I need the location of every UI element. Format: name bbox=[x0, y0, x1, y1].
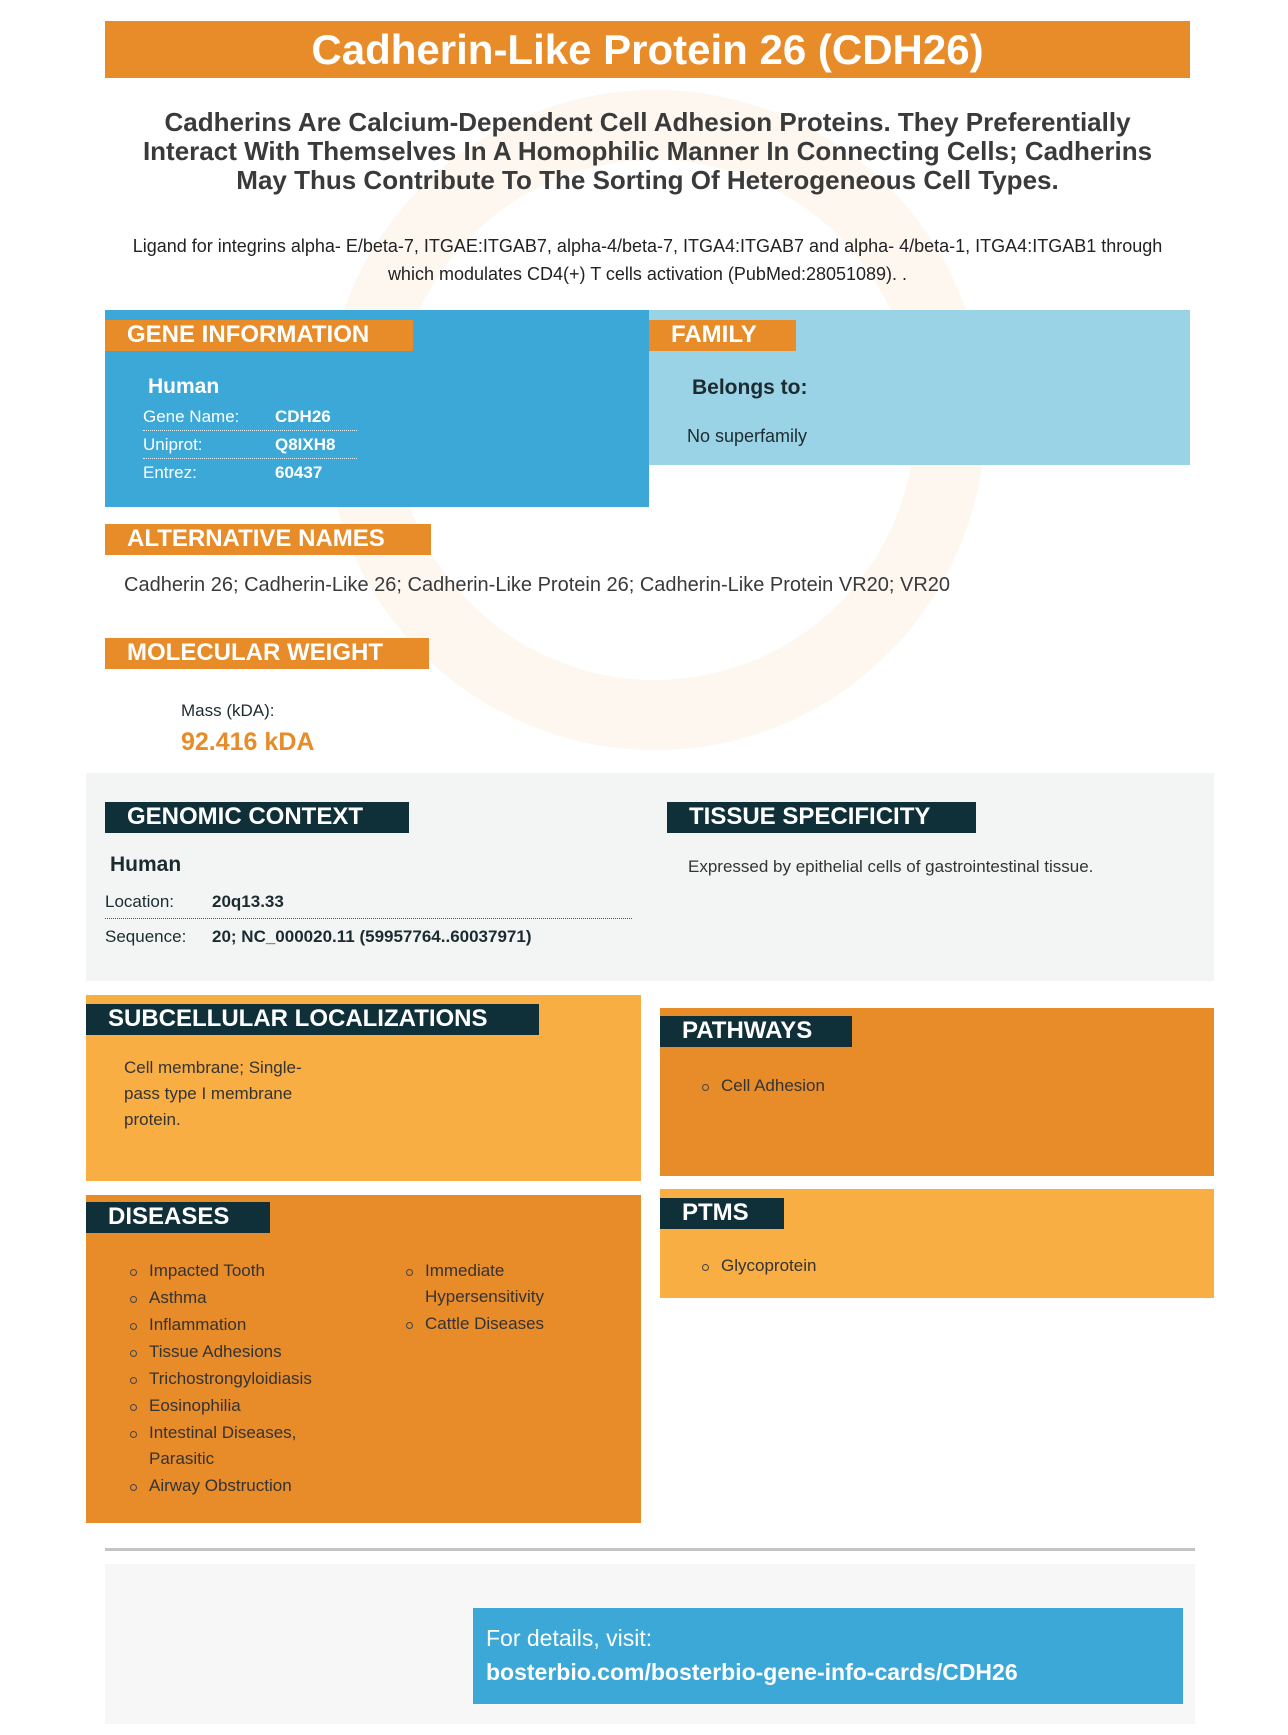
page-subtitle: Cadherins Are Calcium-Dependent Cell Adhesion Proteins. They Preferentially Interact With Themselves In A Homophilic Manner In Connecting Cells; Cadherins May Thus Contribute To The Sorting Of Heterogeneous Cell Types. bbox=[142, 107, 1153, 195]
footer-divider bbox=[105, 1548, 1195, 1551]
mass-value: 92.416 kDA bbox=[181, 728, 315, 756]
disease-item: Immediate Hypersensitivity bbox=[404, 1258, 574, 1310]
tissue-specificity-text: Expressed by epithelial cells of gastrointestinal tissue. bbox=[688, 857, 1094, 876]
uniprot-label: Uniprot: bbox=[143, 435, 203, 454]
sequence-row bbox=[105, 920, 632, 954]
family-belongs-label: Belongs to: bbox=[692, 376, 808, 399]
disease-item: Inflammation bbox=[128, 1312, 328, 1338]
location-row bbox=[105, 885, 632, 919]
pathways-heading: PATHWAYS bbox=[660, 1016, 852, 1047]
ptm-item: Glycoprotein bbox=[700, 1253, 816, 1279]
disease-item: Impacted Tooth bbox=[128, 1258, 328, 1284]
mass-label: Mass (kDA): bbox=[181, 701, 275, 720]
page-title: Cadherin-Like Protein 26 (CDH26) bbox=[105, 21, 1190, 78]
diseases-list-col1 bbox=[128, 1258, 328, 1499]
gene-name-value: CDH26 bbox=[275, 407, 331, 426]
subcellular-text: Cell membrane; Single-pass type I membrane protein. bbox=[124, 1058, 302, 1129]
entrez-row bbox=[143, 460, 357, 487]
pathways-list bbox=[700, 1073, 825, 1099]
subcellular-heading: SUBCELLULAR LOCALIZATIONS bbox=[86, 1004, 539, 1035]
protein-description: Ligand for integrins alpha- E/beta-7, ITGAE:ITGAB7, alpha-4/beta-7, ITGA4:ITGAB7 and alpha- 4/beta-1, ITGA4:ITGAB1 through which modulates CD4(+) T cells activation (PubMed:28051089). . bbox=[132, 236, 1163, 284]
entrez-value: 60437 bbox=[275, 463, 323, 482]
uniprot-value: Q8IXH8 bbox=[275, 435, 336, 454]
gene-name-row bbox=[143, 404, 357, 431]
alternative-names-heading: ALTERNATIVE NAMES bbox=[105, 524, 431, 555]
entrez-label: Entrez: bbox=[143, 463, 197, 482]
gene-information-heading: GENE INFORMATION bbox=[105, 320, 413, 351]
location-label: Location: bbox=[105, 892, 174, 911]
family-heading: FAMILY bbox=[649, 320, 796, 351]
details-link-box[interactable] bbox=[473, 1608, 1183, 1704]
pathway-item: Cell Adhesion bbox=[700, 1073, 825, 1099]
family-value: No superfamily bbox=[687, 426, 808, 446]
details-url[interactable]: bosterbio.com/bosterbio-gene-info-cards/CDH26 bbox=[486, 1659, 1018, 1685]
disease-item: Trichostrongyloidiasis bbox=[128, 1366, 328, 1392]
genomic-species: Human bbox=[110, 853, 182, 876]
sequence-label: Sequence: bbox=[105, 927, 187, 946]
disease-item: Cattle Diseases bbox=[404, 1311, 574, 1337]
tissue-specificity-heading: TISSUE SPECIFICITY bbox=[667, 802, 976, 833]
molecular-weight-heading: MOLECULAR WEIGHT bbox=[105, 638, 429, 669]
gene-name-label: Gene Name: bbox=[143, 407, 240, 426]
disease-item: Intestinal Diseases, Parasitic bbox=[128, 1420, 328, 1472]
ptms-heading: PTMS bbox=[660, 1198, 784, 1229]
alternative-names-text: Cadherin 26; Cadherin-Like 26; Cadherin-Like Protein 26; Cadherin-Like Protein VR20; VR20 bbox=[124, 574, 951, 596]
genomic-context-heading: GENOMIC CONTEXT bbox=[105, 802, 409, 833]
details-label: For details, visit: bbox=[486, 1625, 653, 1651]
uniprot-row bbox=[143, 432, 357, 459]
ptms-list bbox=[700, 1253, 816, 1279]
gene-species: Human bbox=[148, 375, 220, 398]
disease-item: Eosinophilia bbox=[128, 1393, 328, 1419]
sequence-value: 20; NC_000020.11 (59957764..60037971) bbox=[212, 927, 532, 946]
disease-item: Asthma bbox=[128, 1285, 328, 1311]
diseases-heading: DISEASES bbox=[86, 1202, 270, 1233]
location-value: 20q13.33 bbox=[212, 892, 284, 911]
diseases-list-col2 bbox=[404, 1258, 574, 1337]
disease-item: Tissue Adhesions bbox=[128, 1339, 328, 1365]
disease-item: Airway Obstruction bbox=[128, 1473, 328, 1499]
